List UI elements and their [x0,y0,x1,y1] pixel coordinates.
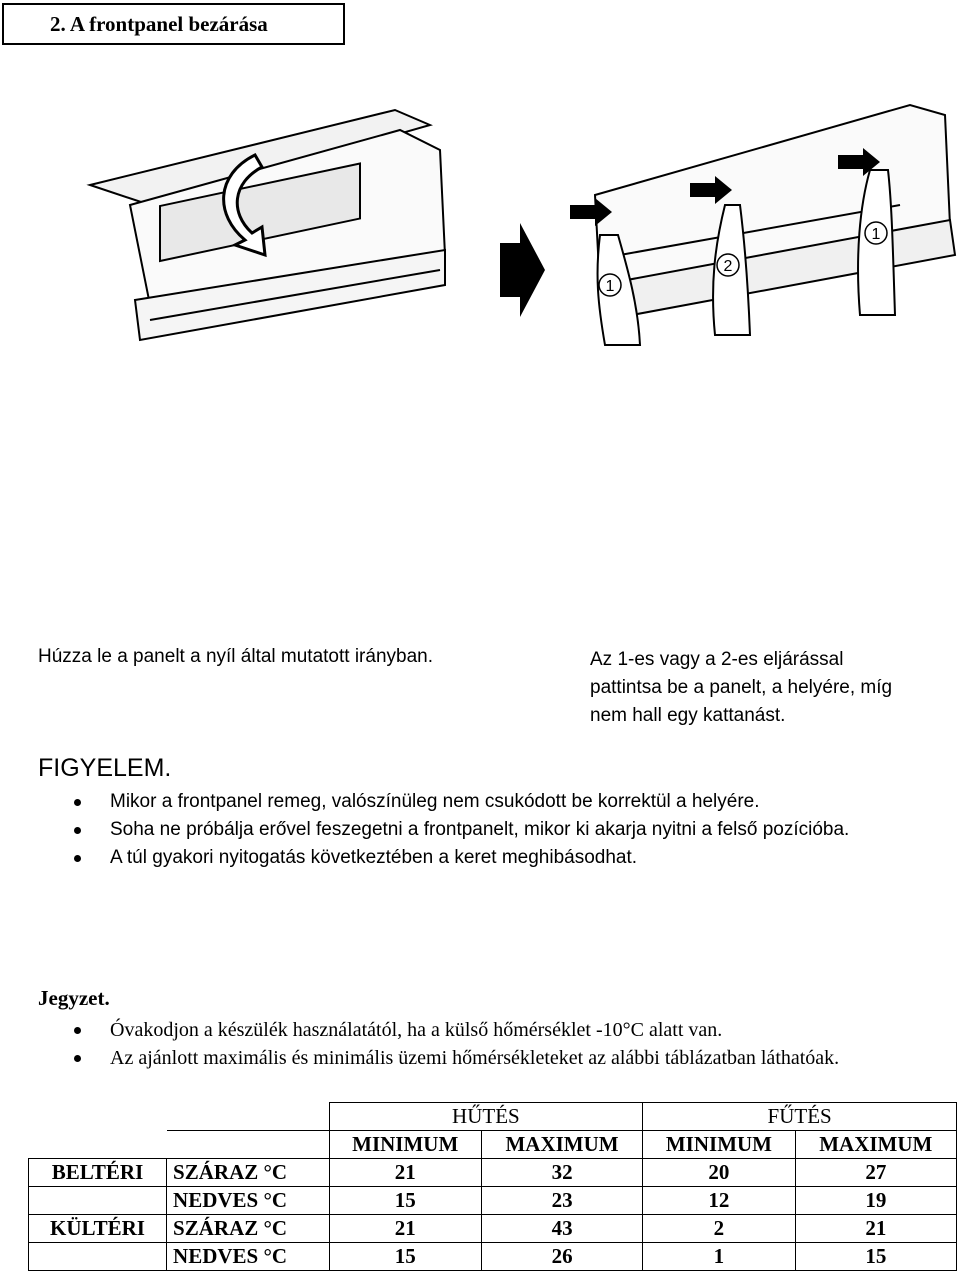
list-item: Az ajánlott maximális és minimális üzemi hőmérsékleteket az alábbi táblázatban láthatóak. [72,1044,952,1072]
table-row [29,1215,957,1243]
table-subheader-row [29,1131,957,1159]
caption-line: nem hall egy kattanást. [590,705,786,726]
empty-cell [29,1103,167,1131]
value-cell: 43 [481,1215,642,1243]
empty-cell [167,1131,329,1159]
table-header-row [29,1103,957,1131]
list-item: A túl gyakori nyitogatás következtében a keret meghibásodhat. [72,844,952,872]
operating-temperature-table [28,1102,957,1271]
location-cell [29,1243,167,1271]
arrow-right-icon [500,223,545,317]
type-cell: SZÁRAZ °C [167,1159,329,1187]
caption-snap-in [590,646,950,730]
caption-line: pattintsa be a panelt, a helyére, míg [590,677,893,698]
closed-unit-drawing [595,105,955,320]
caption-line: Az 1-es vagy a 2-es eljárással [590,649,844,670]
value-cell: 21 [329,1159,481,1187]
heating-header: FŰTÉS [643,1103,957,1131]
value-cell: 2 [643,1215,795,1243]
cooling-header: HŰTÉS [329,1103,643,1131]
step-label: 1 [605,278,615,295]
warning-list [72,788,952,872]
open-unit-drawing [90,110,445,340]
value-cell: 26 [481,1243,642,1271]
empty-cell [167,1103,329,1131]
table-row [29,1187,957,1215]
list-item: Óvakodjon a készülék használatától, ha a külső hőmérséklet -10°C alatt van. [72,1016,952,1044]
table-row [29,1159,957,1187]
value-cell: 32 [481,1159,642,1187]
value-cell: 23 [481,1187,642,1215]
list-item: Soha ne próbálja erővel feszegetni a frontpanelt, mikor ki akarja nyitni a felső pozícióba. [72,816,952,844]
location-cell [29,1187,167,1215]
value-cell: 20 [643,1159,795,1187]
value-cell: 27 [795,1159,956,1187]
value-cell: 19 [795,1187,956,1215]
caption-pull-down: Húzza le a panelt a nyíl által mutatott irányban. [38,646,434,667]
type-cell: NEDVES °C [167,1243,329,1271]
type-cell: NEDVES °C [167,1187,329,1215]
section-title: 2. A frontpanel bezárása [2,3,345,45]
empty-cell [29,1131,167,1159]
location-cell: KÜLTÉRI [29,1215,167,1243]
value-cell: 1 [643,1243,795,1271]
note-list [72,1016,952,1072]
value-cell: 12 [643,1187,795,1215]
subheader-cell: MINIMUM [643,1131,795,1159]
list-item: Mikor a frontpanel remeg, valószínüleg nem csukódott be korrektül a helyére. [72,788,952,816]
value-cell: 15 [329,1187,481,1215]
note-heading: Jegyzet. [38,986,110,1010]
closing-front-panel-illustration [0,55,960,615]
step-label: 1 [871,226,881,243]
step-label: 2 [723,258,733,275]
value-cell: 21 [329,1215,481,1243]
value-cell: 15 [795,1243,956,1271]
subheader-cell: MAXIMUM [481,1131,642,1159]
value-cell: 15 [329,1243,481,1271]
subheader-cell: MAXIMUM [795,1131,956,1159]
type-cell: SZÁRAZ °C [167,1215,329,1243]
table-row [29,1243,957,1271]
subheader-cell: MINIMUM [329,1131,481,1159]
value-cell: 21 [795,1215,956,1243]
location-cell: BELTÉRI [29,1159,167,1187]
warning-heading: FIGYELEM. [38,754,172,782]
